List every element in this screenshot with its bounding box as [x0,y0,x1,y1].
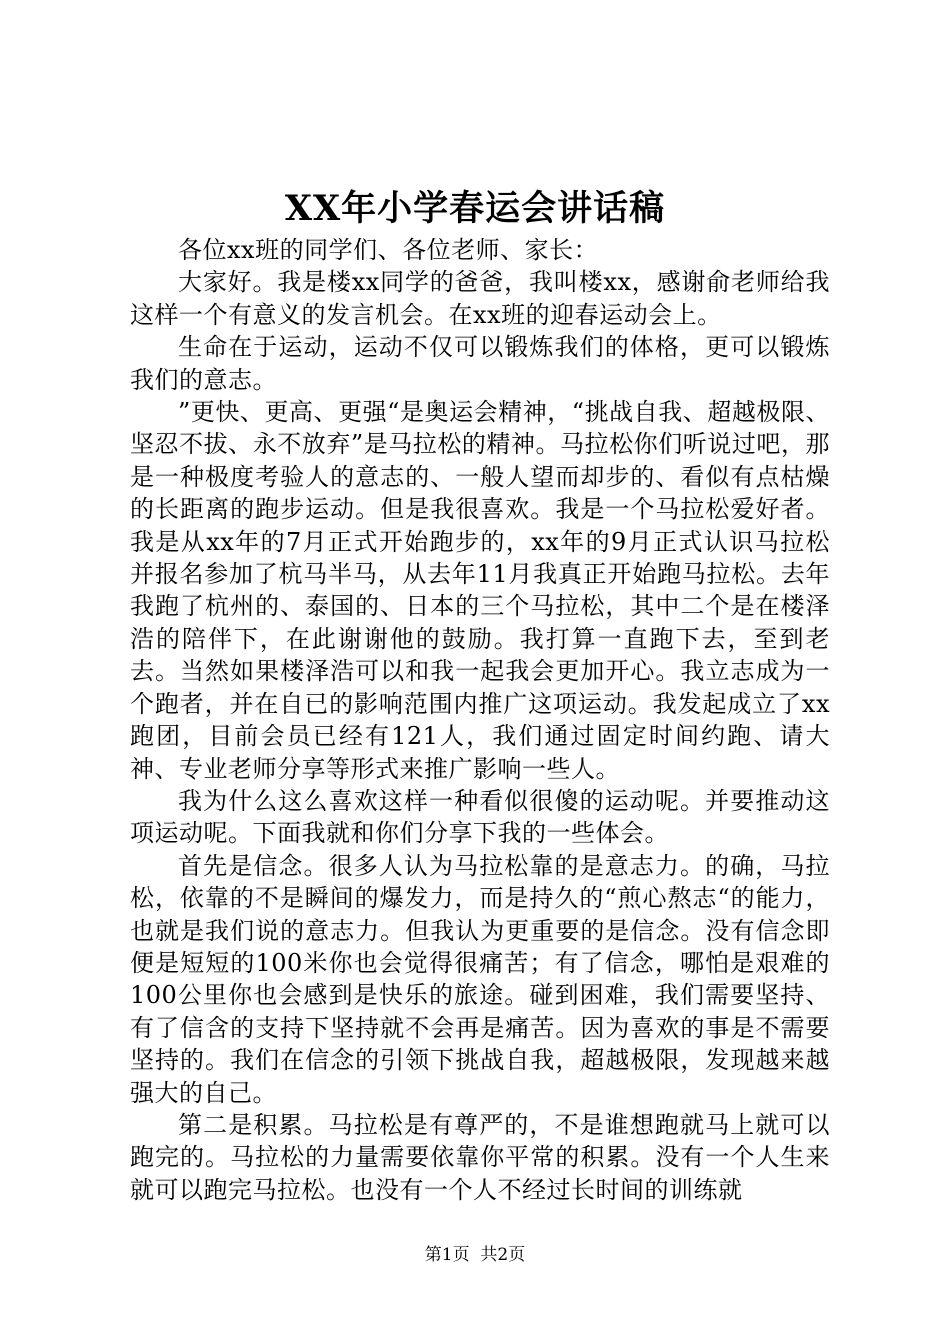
paragraph-life-motion: 生命在于运动，运动不仅可以锻炼我们的体格，更可以锻炼我们的意志。 [130,333,830,394]
paragraph-belief: 首先是信念。很多人认为马拉松靠的是意志力。的确，马拉松，依靠的不是瞬间的爆发力，而是持久的“煎心熬志“的能力，也就是我们说的意志力。但我认为更重要的是信念。没有信念即便是短短的100米你也会觉得很痛苦；有了信念，哪怕是艰难的100公里你也会感到是快乐的旅途。碰到困难，我们需要坚持、有了信含的支持下坚持就不会再是痛苦。因为喜欢的事是不需要坚持的。我们在信念的引领下挑战自我，超越极限，发现越来越强大的自己。 [130,851,830,1107]
page-footer [0,1243,950,1267]
document-body [130,234,830,1206]
paragraph-marathon-spirit: ”更快、更高、更强“是奥运会精神，“挑战自我、超越极限、坚忍不拔、永不放弃”是马拉松的精神。马拉松你们听说过吧，那是一种极度考验人的意志的、一般人望而却步的、看似有点枯燥的长距离的跑步运动。但是我很喜欢。我是一个马拉松爱好者。我是从xx年的7月正式开始跑步的，xx年的9月正式认识马拉松并报名参加了杭马半马，从去年11月我真正开始跑马拉松。去年我跑了杭州的、泰国的、日本的三个马拉松，其中二个是在楼泽浩的陪伴下，在此谢谢他的鼓励。我打算一直跑下去，至到老去。当然如果楼泽浩可以和我一起我会更加开心。我立志成为一个跑者，并在自已的影响范围内推广这项运动。我发起成立了xx跑团，目前会员已经有121人，我们通过固定时间约跑、请大神、专业老师分享等形式来推广影响一些人。 [130,398,830,783]
paragraph-accumulation: 第二是积累。马拉松是有尊严的，不是谁想跑就马上就可以跑完的。马拉松的力量需要依靠你平常的积累。没有一个人生来就可以跑完马拉松。也没有一个人不经过长时间的训练就 [130,1110,830,1204]
paragraph-why: 我为什么这么喜欢这样一种看似很傻的运动呢。并要推动这项运动呢。下面我就和你们分享下我的一些体会。 [130,786,830,848]
footer-spacer [470,1245,481,1265]
paragraph-greeting: 各位xx班的同学们、各位老师、家长： [178,236,599,264]
paragraph-intro: 大家好。我是楼xx同学的爸爸，我叫楼xx，感谢俞老师给我这样一个有意义的发言机会。在xx班的迎春运动会上。 [130,268,830,329]
page-number: 第1页 [424,1245,470,1265]
page-title: XX年小学春运会讲话稿 [284,188,666,229]
page-total: 共2页 [480,1245,526,1265]
